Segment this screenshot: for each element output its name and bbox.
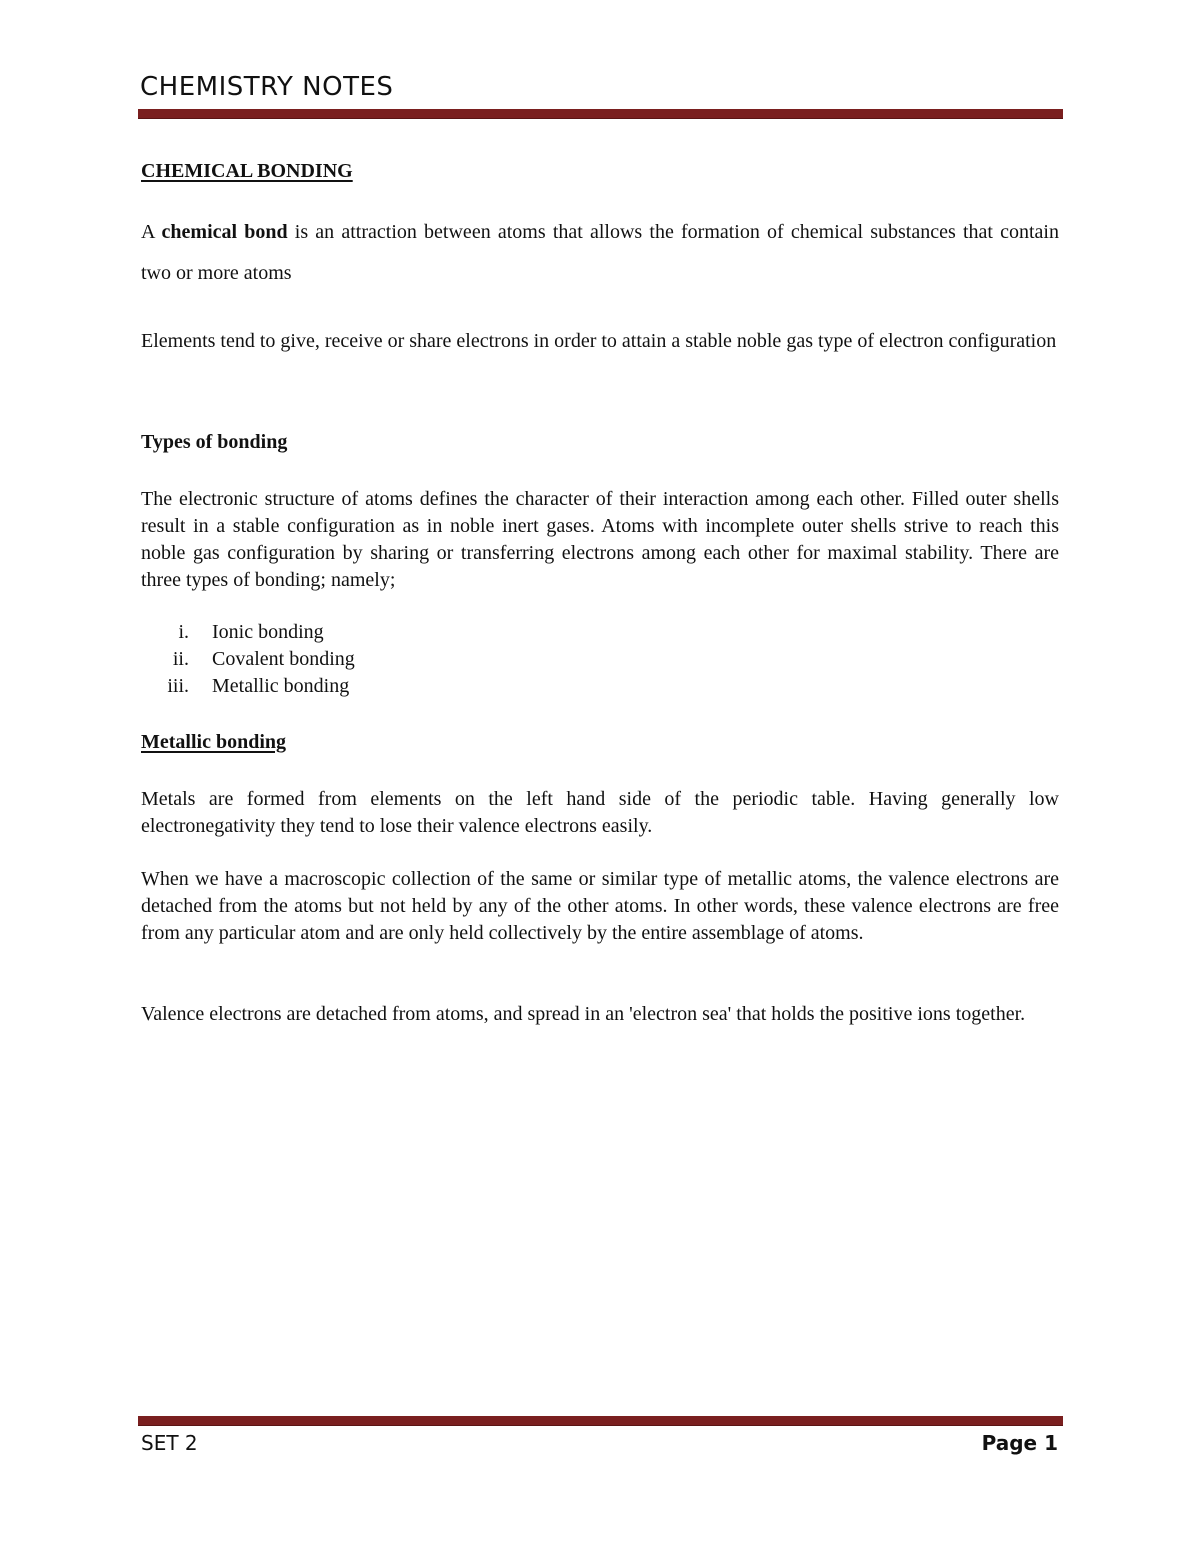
term-chemical-bond: chemical bond (161, 221, 288, 243)
paragraph-electron-sea: Valence electrons are detached from atoms, and spread in an 'electron sea' that holds the positive ions together. (141, 1003, 1026, 1025)
list-item (141, 621, 541, 648)
bonding-types-list (141, 621, 541, 702)
list-item-number: iii. (167, 675, 189, 697)
paragraph-chemical-bond-definition (141, 212, 1059, 294)
list-item (141, 675, 541, 702)
list-item (141, 648, 541, 675)
list-item-label: Covalent bonding (212, 648, 355, 670)
paragraph-prefix: A (141, 221, 162, 243)
section-heading-types-of-bonding: Types of bonding (141, 431, 288, 453)
list-item-number: i. (178, 621, 189, 643)
paragraph-macroscopic-collection: When we have a macroscopic collection of the same or similar type of metallic atoms, the valence electrons are detached from the atoms but not held by any of the other atoms. In other words, these valence electrons are free from any particular atom and are only held collectively by the entire assemblage of atoms. (141, 868, 1059, 944)
paragraph-rest: is an attraction between atoms that allows the formation of chemical substances that contain two or more atoms (141, 221, 1059, 284)
list-item-label: Metallic bonding (212, 675, 350, 697)
footer-rule (138, 1416, 1063, 1425)
section-heading-metallic-bonding: Metallic bonding (141, 731, 287, 753)
paragraph-elements-stability: Elements tend to give, receive or share electrons in order to attain a stable noble gas type of electron configuration (141, 330, 1057, 352)
footer-page-number: Page 1 (981, 1431, 1058, 1455)
header-rule (138, 109, 1063, 118)
section-heading-chemical-bonding: CHEMICAL BONDING (141, 160, 353, 182)
paragraph-electronic-structure: The electronic structure of atoms defines the character of their interaction among each other. Filled outer shells result in a stable configuration as in noble inert gases. Atoms with incomplete outer shells strive to reach this noble gas configuration by sharing or transferring electrons among each other for maximal stability. There are three types of bonding; namely; (141, 488, 1059, 591)
footer-set-label: SET 2 (141, 1431, 198, 1455)
paragraph-metals-formed: Metals are formed from elements on the left hand side of the periodic table. Having generally low electronegativity they tend to lose their valence electrons easily. (141, 788, 1059, 837)
list-item-number: ii. (172, 648, 189, 670)
page-header-title: CHEMISTRY NOTES (140, 72, 394, 102)
list-item-label: Ionic bonding (212, 621, 324, 643)
